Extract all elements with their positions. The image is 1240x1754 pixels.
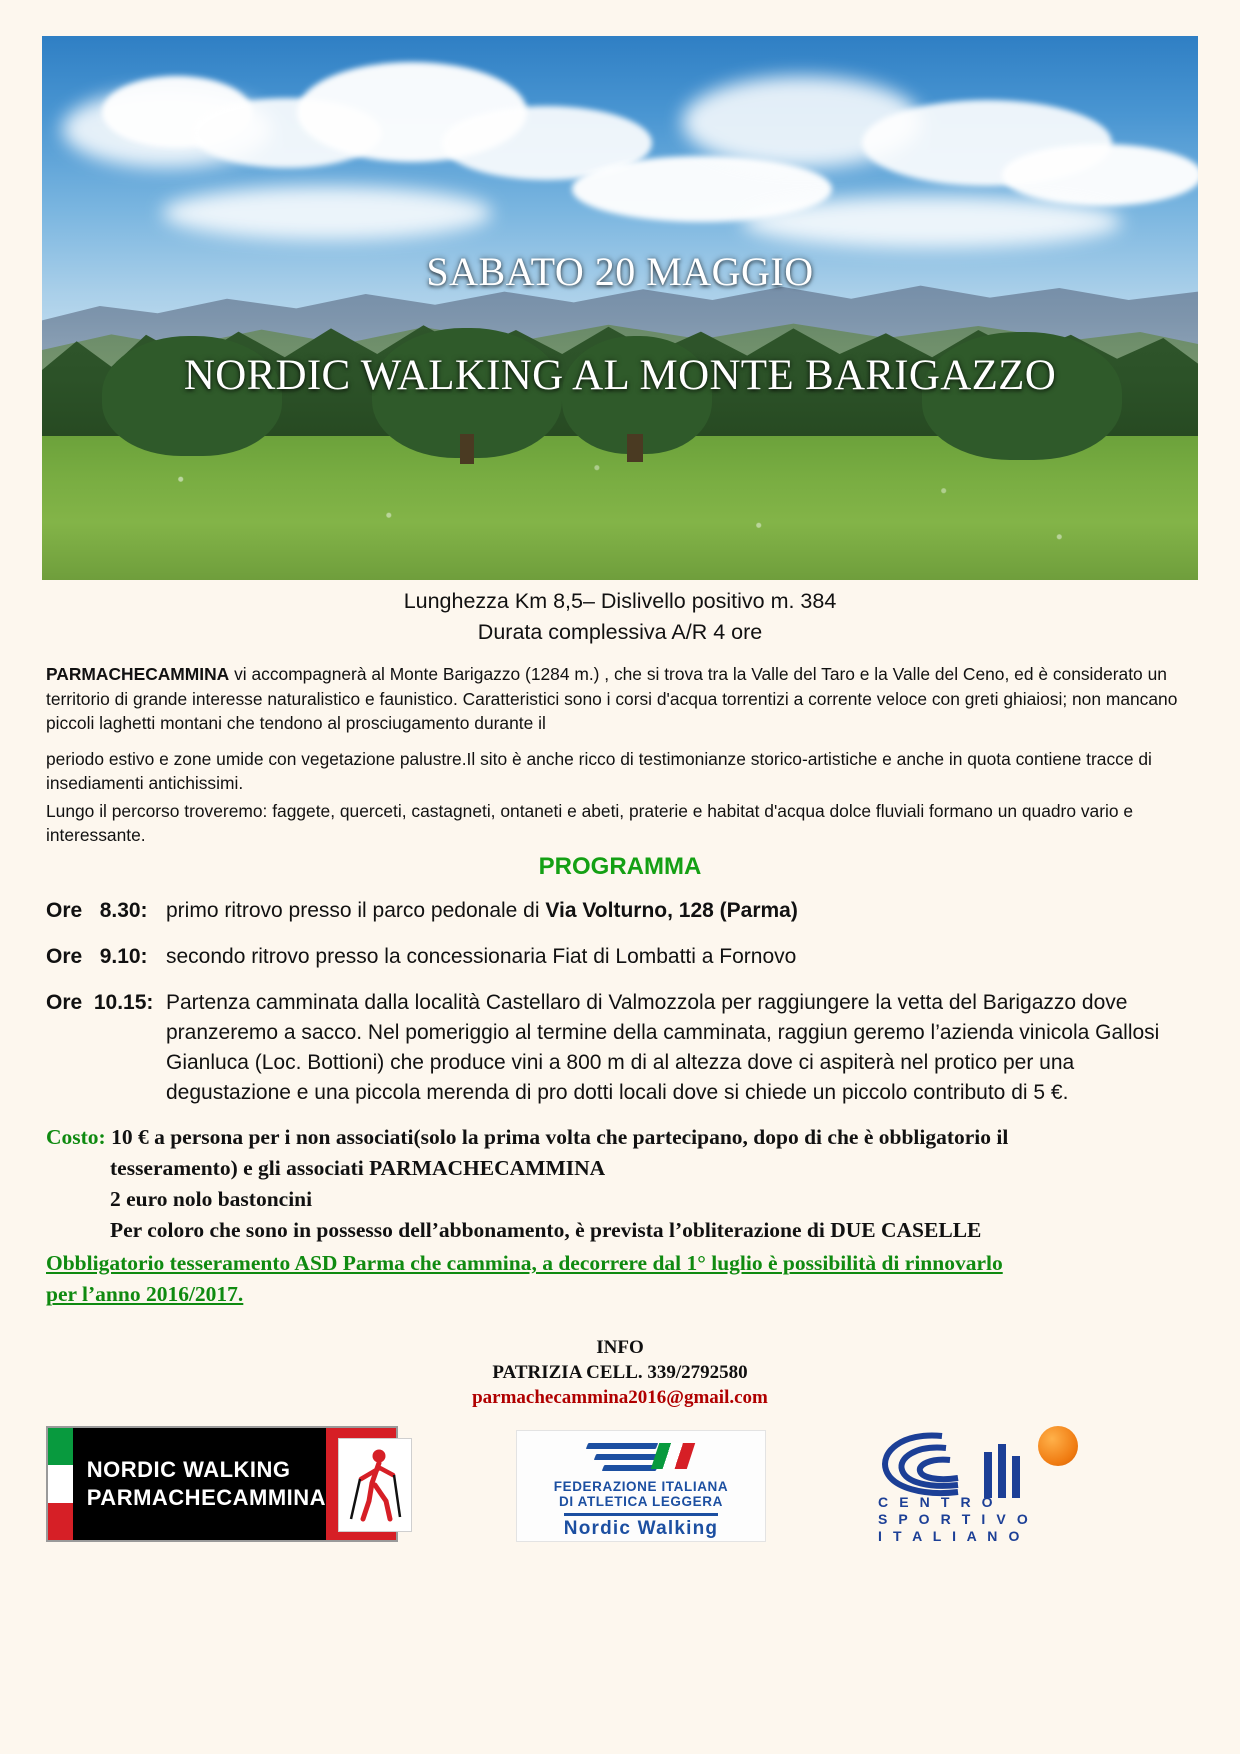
footer-logos xyxy=(0,1424,1240,1564)
programma-heading: PROGRAMMA xyxy=(538,853,702,880)
membership-notice-line-1: Obbligatorio tesseramento ASD Parma che cammina, a decorrere dal 1° luglio è possibilità di rinnovarlo xyxy=(46,1251,1003,1275)
costo-block xyxy=(46,1122,1196,1246)
membership-notice xyxy=(46,1248,1196,1310)
intro-text xyxy=(46,662,1194,851)
costo-line-1: 10 € a persona per i non associati(solo la prima volta che partecipano, dopo di che è obbligatorio il xyxy=(105,1125,1009,1149)
route-length-elevation: Lunghezza Km 8,5– Dislivello positivo m. 384 xyxy=(403,589,837,613)
costo-line-4: Per coloro che sono in possesso dell’abbonamento, è prevista l’obliterazione di DUE CASELLE xyxy=(110,1218,982,1242)
intro-paragraph-3: Lungo il percorso troveremo: faggete, querceti, castagneti, ontaneti e abeti, praterie e habitat d'acqua dolce fluviali formano un quadro vario e interessante. xyxy=(46,800,1134,845)
fidal-logo-line-1: FEDERAZIONE ITALIANA xyxy=(553,1479,729,1494)
programma-description: secondo ritrovo presso la concessionaria Fiat di Lombatti a Fornovo xyxy=(166,945,797,968)
info-phone: PATRIZIA CELL. 339/2792580 xyxy=(492,1362,748,1383)
fidal-nordic-walking-logo xyxy=(516,1430,766,1542)
csi-sun-icon xyxy=(1038,1426,1078,1466)
csi-logo-line-2: S P O R T I V O xyxy=(878,1511,1032,1527)
costo-line-2: tesseramento) e gli associati PARMACHECAMMINA xyxy=(110,1156,606,1180)
flag-red-stripe xyxy=(48,1503,73,1540)
programma-row xyxy=(46,896,1196,926)
hero-title-block xyxy=(42,248,1198,400)
fidal-mark-icon xyxy=(517,1435,765,1479)
nordic-walking-logo-line-2: PARMACHECAMMINA xyxy=(86,1485,327,1510)
italian-flag-icon xyxy=(48,1428,73,1540)
organizer-name: PARMACHECAMMINA xyxy=(46,664,230,684)
csi-logo-line-3: I T A L I A N O xyxy=(878,1528,1023,1544)
membership-notice-line-2: per l’anno 2016/2017. xyxy=(46,1282,244,1306)
csi-logo-line-1: C E N T R O xyxy=(878,1494,997,1510)
programma-time: Ore 9.10: xyxy=(46,945,148,968)
csi-logo-text xyxy=(878,1494,1031,1545)
intro-paragraph-1-text: vi accompagnerà al Monte Barigazzo (1284 m.) , che si trova tra la Valle del Taro e la Valle del Ceno, ed è considerato un territorio di grande interesse naturalistico e faunistico. Caratteristici sono i corsi d'acqua torrentizi a corrente veloce con greti ghiaiosi; non mancano piccoli laghetti montani che tendono al prosciugamento durante il xyxy=(46,664,1178,733)
nordic-walking-parmachecammina-logo xyxy=(46,1426,398,1542)
programma-text-emphasis: Via Volturno, 128 (Parma) xyxy=(545,899,798,922)
nordic-walking-logo-line-1: NORDIC WALKING xyxy=(86,1457,291,1482)
cloud-shape xyxy=(742,196,1122,248)
intro-paragraph-2: periodo estivo e zone umide con vegetazione palustre.Il sito è anche ricco di testimonianze storico-artistiche e anche in quota contiene tracce di insediamenti antichissimi. xyxy=(46,748,1152,793)
programma-time: Ore 8.30: xyxy=(46,899,148,922)
tree-trunk xyxy=(460,434,474,464)
info-heading: INFO xyxy=(596,1337,644,1358)
route-duration: Durata complessiva A/R 4 ore xyxy=(477,620,763,644)
nordic-walking-logo-text xyxy=(73,1428,326,1540)
costo-line-3: 2 euro nolo bastoncini xyxy=(110,1187,313,1211)
tree-trunk xyxy=(627,434,643,462)
programma-description: Partenza camminata dalla località Castellaro di Valmozzola per raggiungere la vetta del Barigazzo dove pranzeremo a sacco. Nel pomeriggio al termine della camminata, raggiun geremo l’azienda vinicola Gallosi Gianluca (Loc. Bottioni) che produce vini a 800 m di al altezza dove ci aspiterà nel protico per una degustazione e una piccola merenda di pro dotti locali dove si chiede un piccolo contributo di 5 €. xyxy=(166,991,1160,1104)
walker-pictogram-panel xyxy=(326,1428,396,1540)
hero-date: SABATO 20 MAGGIO xyxy=(426,249,814,294)
programma-row xyxy=(46,988,1196,1108)
csi-logo xyxy=(872,1426,1084,1542)
programma-text-plain: primo ritrovo presso il parco pedonale di xyxy=(166,899,546,922)
programma-row xyxy=(46,942,1196,972)
hero-image xyxy=(42,36,1198,580)
programma-time: Ore 10.15: xyxy=(46,991,154,1014)
route-summary xyxy=(0,586,1240,648)
cloud-shape xyxy=(162,186,492,240)
cloud-shape xyxy=(1002,144,1198,206)
flag-white-stripe xyxy=(48,1465,73,1502)
programma-description xyxy=(166,896,1196,926)
intro-paragraph-1 xyxy=(46,662,1194,736)
csi-swirl-icon xyxy=(872,1426,1042,1504)
info-block xyxy=(0,1335,1240,1410)
costo-label: Costo: xyxy=(46,1125,106,1149)
programma-list xyxy=(46,896,1196,1124)
info-email[interactable]: parmachecammina2016@gmail.com xyxy=(472,1387,768,1408)
fidal-logo-line-2: DI ATLETICA LEGGERA xyxy=(559,1494,723,1509)
fidal-logo-line-3: Nordic Walking xyxy=(564,1513,718,1540)
hero-title: NORDIC WALKING AL MONTE BARIGAZZO xyxy=(183,352,1057,399)
walker-icon xyxy=(338,1438,412,1532)
flag-green-stripe xyxy=(48,1428,73,1465)
italian-flag-icon xyxy=(651,1443,695,1469)
